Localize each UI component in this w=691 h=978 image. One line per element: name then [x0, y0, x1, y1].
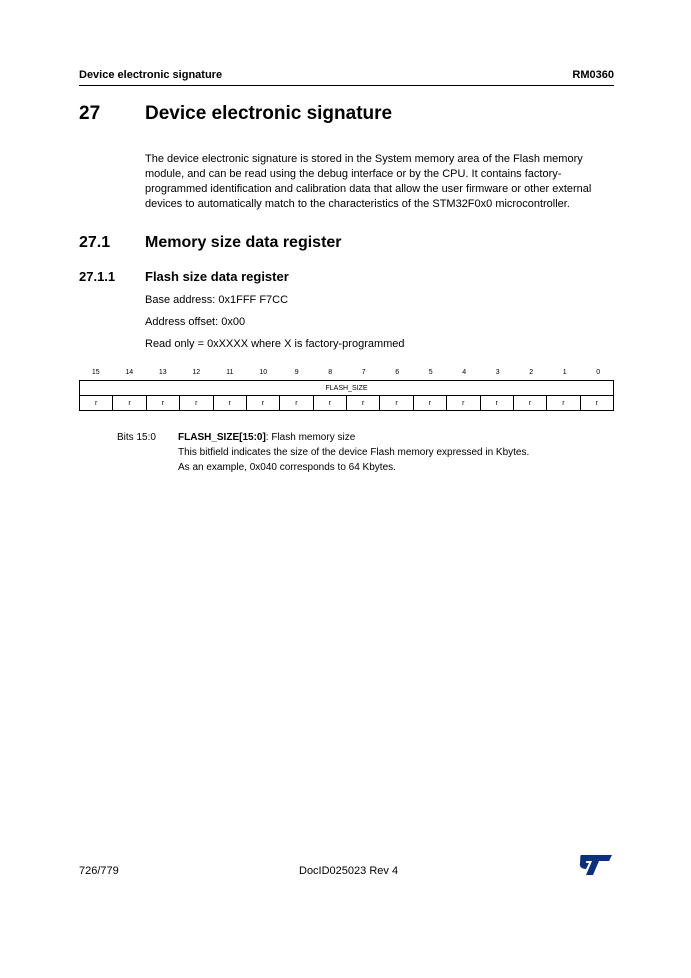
bit-number: 7 — [361, 369, 366, 376]
access-cell: r — [380, 396, 413, 411]
bits-field-name: FLASH_SIZE[15:0] — [178, 432, 266, 443]
access-cell: r — [447, 396, 480, 411]
bit-number: 8 — [328, 369, 333, 376]
access-cell: r — [213, 396, 246, 411]
bit-number: 2 — [529, 369, 534, 376]
bit-number: 0 — [596, 369, 601, 376]
header-doc-code: RM0360 — [572, 69, 614, 81]
doc-id: DocID025023 Rev 4 — [299, 865, 399, 877]
bits-heading — [178, 432, 355, 443]
section-title: Device electronic signature — [145, 103, 393, 124]
bits-range: Bits 15:0 — [117, 432, 156, 443]
subsubsection-number: 27.1.1 — [79, 269, 116, 284]
bit-number: 4 — [462, 369, 467, 376]
bits-description: This bitfield indicates the size of the device Flash memory expressed in Kbytes. — [178, 447, 530, 458]
section-number: 27 — [79, 103, 101, 124]
subsubsection-title: Flash size data register — [145, 269, 289, 284]
subsection-number: 27.1 — [79, 234, 111, 251]
bit-number: 9 — [294, 369, 299, 376]
bit-number: 14 — [125, 369, 134, 376]
header-title: Device electronic signature — [79, 69, 223, 81]
bit-number: 12 — [192, 369, 201, 376]
access-cell: r — [580, 396, 613, 411]
intro-paragraph: The device electronic signature is stored in the System memory area of the Flash memory module, and can be read using the debug interface or by the CPU. It contains factory-programmed identification and calibration data that allow the user firmware or other external devices to automatically match to the characteristics of the STM32F0x0 microcontroller. — [145, 153, 592, 210]
bit-number: 11 — [226, 369, 234, 376]
base-address: Base address: 0x1FFF F7CC — [145, 294, 289, 306]
page-number: 726/779 — [79, 865, 119, 877]
st-logo-icon — [577, 853, 613, 877]
access-row — [80, 396, 614, 411]
access-cell: r — [547, 396, 580, 411]
bits-summary: : Flash memory size — [265, 432, 356, 443]
register-table — [79, 380, 614, 411]
bit-number: 6 — [395, 369, 400, 376]
bit-number: 15 — [91, 369, 100, 376]
logo-mark — [580, 855, 612, 875]
bit-number: 3 — [495, 369, 500, 376]
subsection-title: Memory size data register — [145, 234, 342, 251]
bit-number: 10 — [259, 369, 268, 376]
access-cell: r — [80, 396, 113, 411]
read-only-note: Read only = 0xXXXX where X is factory-programmed — [145, 338, 405, 350]
access-cell: r — [513, 396, 546, 411]
access-cell: r — [280, 396, 313, 411]
access-cell: r — [347, 396, 380, 411]
bit-number: 1 — [562, 369, 567, 376]
header-rule — [79, 85, 614, 86]
bits-example: As an example, 0x040 corresponds to 64 Kbytes. — [178, 462, 396, 473]
access-cell: r — [480, 396, 513, 411]
running-header — [79, 69, 614, 81]
field-name-cell: FLASH_SIZE — [80, 381, 614, 396]
bit-number-row — [79, 369, 615, 376]
field-row — [80, 381, 614, 396]
access-cell: r — [246, 396, 279, 411]
bit-number: 13 — [158, 369, 167, 376]
access-cell: r — [146, 396, 179, 411]
address-offset: Address offset: 0x00 — [145, 316, 246, 328]
access-cell: r — [313, 396, 346, 411]
access-cell: r — [413, 396, 446, 411]
bit-number: 5 — [428, 369, 433, 376]
access-cell: r — [180, 396, 213, 411]
access-cell: r — [113, 396, 146, 411]
